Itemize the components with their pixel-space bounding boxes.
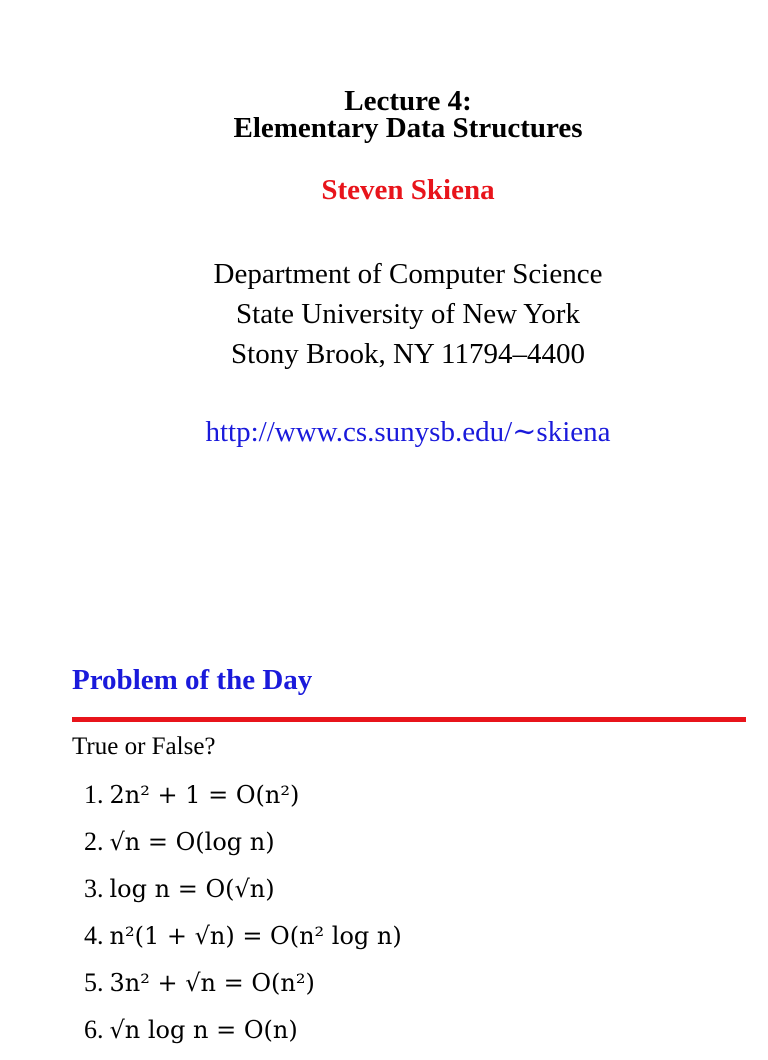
item-number: 2. — [84, 827, 104, 856]
list-item — [84, 825, 744, 872]
item-expression: √n = O(log n) — [109, 828, 275, 856]
homepage-link[interactable]: http://www.cs.sunysb.edu/∼skiena — [205, 416, 611, 448]
lecture-title: Elementary Data Structures — [233, 112, 583, 144]
item-expression: n²(1 + √n) = O(n² log n) — [109, 922, 402, 950]
affiliation-university: State University of New York — [236, 298, 580, 330]
section-title: Problem of the Day — [72, 664, 313, 696]
affiliation-department: Department of Computer Science — [213, 258, 603, 290]
item-number: 5. — [84, 968, 104, 997]
item-expression: 3n² + √n = O(n²) — [109, 969, 315, 997]
item-expression: log n = O(√n) — [109, 875, 275, 903]
affiliation-address: Stony Brook, NY 11794–4400 — [231, 338, 585, 370]
item-number: 4. — [84, 921, 104, 950]
list-item — [84, 966, 744, 1013]
lecture-number: Lecture 4: — [344, 85, 472, 117]
item-number: 1. — [84, 780, 104, 809]
item-expression: 2n² + 1 = O(n²) — [109, 781, 300, 809]
affiliation — [0, 254, 768, 374]
list-item — [84, 919, 744, 966]
list-item — [84, 1013, 744, 1060]
item-number: 3. — [84, 874, 104, 903]
title-block — [0, 85, 768, 144]
section-divider — [72, 717, 746, 722]
list-item — [84, 778, 744, 825]
item-number: 6. — [84, 1015, 104, 1044]
problem-list — [84, 778, 744, 1060]
list-item — [84, 872, 744, 919]
item-expression: √n log n = O(n) — [109, 1016, 298, 1044]
section-intro: True or False? — [72, 733, 216, 760]
author-name: Steven Skiena — [321, 174, 495, 206]
